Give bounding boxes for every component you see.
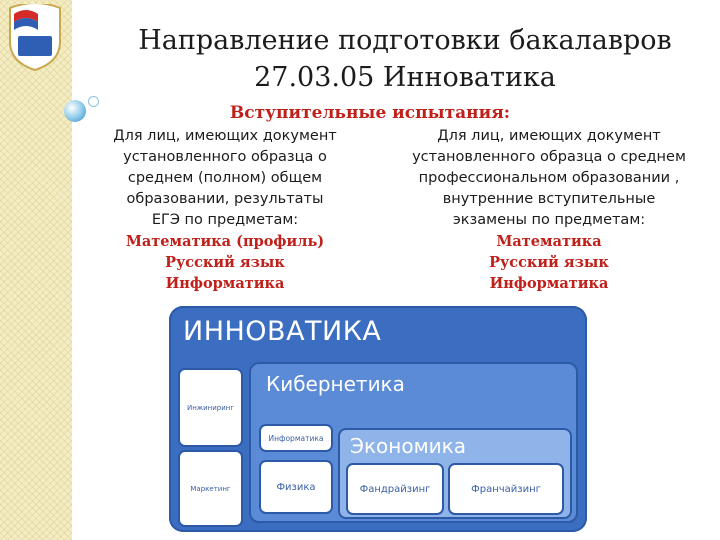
exams-right-column — [378, 126, 720, 294]
decorative-bubble — [64, 100, 86, 122]
right-subject: Математика — [496, 233, 602, 250]
diagram-title: ИННОВАТИКА — [183, 316, 382, 347]
right-text-line: установленного образца о среднем — [412, 149, 686, 165]
fundraising-box: Фандрайзинг — [346, 463, 444, 515]
cybernetics-title: Кибернетика — [266, 372, 405, 396]
right-text-line: внутренние вступительные — [442, 191, 656, 207]
left-text-line: образовании, результаты — [126, 191, 324, 207]
exams-heading: Вступительные испытания: — [229, 103, 511, 123]
right-text-line: Для лиц, имеющих документ — [437, 128, 661, 144]
informatics-box: Информатика — [259, 424, 333, 452]
left-text-line: ЕГЭ по предметам: — [151, 212, 299, 228]
right-subject: Информатика — [489, 275, 609, 292]
left-subject: Русский язык — [165, 254, 285, 271]
left-text-line: Для лиц, имеющих документ — [113, 128, 337, 144]
page-title — [95, 22, 715, 96]
exams-left-column — [80, 126, 370, 294]
title-line-1: Направление подготовки бакалавров — [138, 25, 672, 56]
title-line-2: 27.03.05 Инноватика — [254, 62, 556, 93]
left-text-line: установленного образца о — [123, 149, 327, 165]
left-subject: Информатика — [165, 275, 285, 292]
university-logo — [6, 4, 64, 72]
right-text-line: профессиональном образовании , — [418, 170, 680, 186]
innovatics-diagram — [169, 306, 587, 532]
cybernetics-block — [249, 362, 578, 523]
economics-title: Экономика — [350, 434, 467, 458]
decorative-bubble-small — [88, 96, 99, 107]
marketing-box: Маркетинг — [178, 450, 243, 527]
left-text-line: среднем (полном) общем — [127, 170, 323, 186]
physics-box: Физика — [259, 460, 333, 514]
economics-block — [338, 428, 572, 519]
right-subject: Русский язык — [489, 254, 609, 271]
franchising-box: Франчайзинг — [448, 463, 564, 515]
engineering-box: Инжиниринг — [178, 368, 243, 447]
right-text-line: экзамены по предметам: — [452, 212, 646, 228]
left-subject: Математика (профиль) — [125, 233, 325, 250]
decorative-side-stripe — [0, 0, 72, 540]
